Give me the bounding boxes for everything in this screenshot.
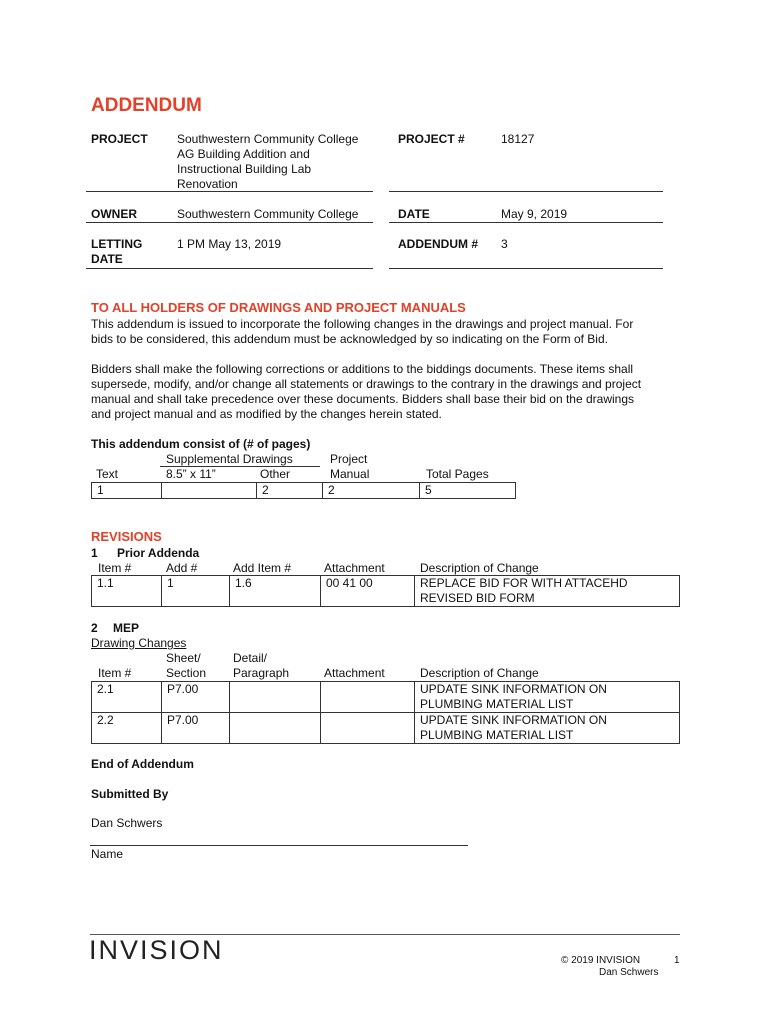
submitter-name: Dan Schwers [91,816,163,830]
description-cell [415,713,680,744]
sheet-cell: P7.00 [162,682,230,713]
attachment-cell: 00 41 00 [321,576,415,607]
col-item: Item # [98,666,132,680]
divider [389,191,663,192]
prior-addenda-table [91,575,680,607]
col-add: Add # [166,561,198,575]
holders-paragraph-2 [91,362,671,422]
paragraph-line: This addendum is issued to incorporate the following changes in the drawings and project manual. For [91,317,634,331]
paragraph-line: and project manual and as modified by the changes herein stated. [91,407,442,421]
pages-other-cell: 2 [257,483,323,499]
paragraph-line: bids to be considered, this addendum must be acknowledged by so indicating on the Form of Bid. [91,332,608,346]
table-row [92,483,516,499]
table-row [92,713,680,744]
holders-paragraph-1 [91,317,671,347]
pages-table [91,482,516,499]
name-label: Name [91,847,124,861]
owner-value: Southwestern Community College [177,207,359,221]
divider [86,268,373,269]
page-number: 1 [674,955,680,966]
description-line: UPDATE SINK INFORMATION ON [420,682,607,696]
description-cell [415,682,680,713]
description-line: REPLACE BID FOR WITH ATTACEHD [420,576,628,590]
col-attachment: Attachment [324,666,385,680]
attachment-cell [321,713,415,744]
revisions-heading: REVISIONS [91,529,162,544]
size-label: 8.5” x 11” [166,467,216,481]
section-1-title: Prior Addenda [117,546,200,560]
total-pages-label: Total Pages [426,467,489,481]
col-item: Item # [98,561,132,575]
paragraph-line: supersede, modify, and/or change all statements or drawings to the contrary in the drawings and project [91,377,642,391]
divider [86,191,373,192]
detail-cell [230,713,321,744]
description-cell [415,576,680,607]
invision-logo: INVISION [89,935,224,965]
col-detail-line: Paragraph [233,666,290,680]
section-2-title: MEP [113,621,140,635]
table-row [92,682,680,713]
description-line: PLUMBING MATERIAL LIST [420,728,574,742]
project-number-label: PROJECT # [398,132,465,146]
col-description: Description of Change [420,666,539,680]
signature-line [90,845,468,846]
pages-total-cell: 5 [420,483,516,499]
project-line: Instructional Building Lab [177,162,312,176]
col-sheet-line: Sheet/ [166,651,201,665]
description-line: PLUMBING MATERIAL LIST [420,697,574,711]
project-line: Southwestern Community College [177,132,359,146]
divider [389,222,663,223]
project-manual-label-1: Project [330,452,368,466]
col-sheet-line: Section [166,666,207,680]
submitted-by-label: Submitted By [91,787,169,801]
text-label: Text [96,467,119,481]
letting-label-line: DATE [91,252,123,266]
col-attachment: Attachment [324,561,385,575]
item-cell: 1.1 [92,576,162,607]
end-of-addendum: End of Addendum [91,757,194,771]
description-line: UPDATE SINK INFORMATION ON [420,713,607,727]
add-cell: 1 [162,576,230,607]
pages-size-cell [162,483,257,499]
holders-heading: TO ALL HOLDERS OF DRAWINGS AND PROJECT MANUALS [91,300,466,315]
date-label: DATE [398,207,430,221]
section-2-number: 2 [91,621,98,635]
drawing-changes-table [91,681,680,744]
project-label: PROJECT [91,132,148,146]
owner-label: OWNER [91,207,137,221]
project-line: Renovation [177,177,238,191]
col-description: Description of Change [420,561,539,575]
divider [86,222,373,223]
document-title: ADDENDUM [91,95,202,116]
project-manual-label-2: Manual [330,467,370,481]
other-label: Other [260,467,291,481]
letting-date-value: 1 PM May 13, 2019 [177,237,282,251]
drawing-changes-label: Drawing Changes [91,636,187,650]
letting-date-label [91,237,142,267]
footer-author: Dan Schwers [599,967,659,978]
attachment-cell [321,682,415,713]
letting-label-line: LETTING [91,237,143,251]
sheet-cell: P7.00 [162,713,230,744]
col-add-item: Add Item # [233,561,292,575]
section-1-number: 1 [91,546,98,560]
footer-copyright: © 2019 INVISION [561,955,641,966]
paragraph-line: manual and shall take precedence over these documents. Bidders shall base their bid on the drawings [91,392,634,406]
pages-heading: This addendum consist of (# of pages) [91,437,311,451]
pages-manual-cell: 2 [323,483,420,499]
date-value: May 9, 2019 [501,207,568,221]
table-row [92,576,680,607]
addendum-number-value: 3 [501,237,508,251]
col-sheet-section [166,651,206,681]
project-line: AG Building Addition and [177,147,310,161]
divider [389,268,663,269]
detail-cell [230,682,321,713]
supplemental-drawings-label: Supplemental Drawings [166,452,293,466]
add-item-cell: 1.6 [230,576,321,607]
item-cell: 2.1 [92,682,162,713]
addendum-number-label: ADDENDUM # [398,237,479,251]
col-detail-paragraph [233,651,289,681]
paragraph-line: Bidders shall make the following corrections or additions to the biddings documents. These items shall [91,362,634,376]
pages-text-cell: 1 [92,483,162,499]
item-cell: 2.2 [92,713,162,744]
project-number-value: 18127 [501,132,535,146]
col-detail-line: Detail/ [233,651,268,665]
divider [160,466,320,467]
description-line: REVISED BID FORM [420,591,535,605]
project-value [177,132,358,192]
